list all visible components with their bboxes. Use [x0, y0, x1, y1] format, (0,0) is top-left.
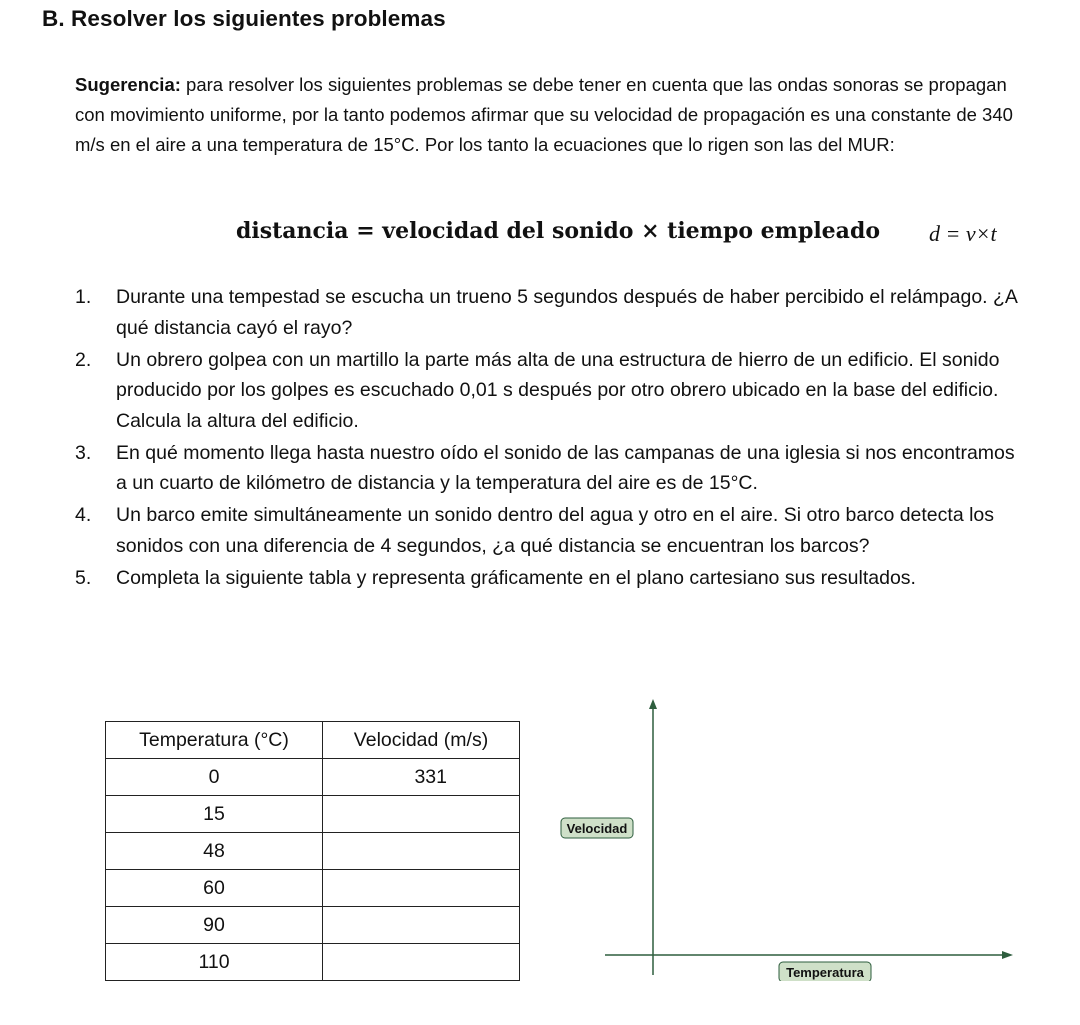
cell-velocity[interactable] [323, 796, 520, 833]
cell-temperature: 0 [106, 759, 323, 796]
problem-item [75, 500, 1030, 561]
problem-list [75, 282, 1030, 595]
hint-label: Sugerencia: [75, 74, 181, 95]
table-row [106, 796, 520, 833]
cell-velocity[interactable] [323, 944, 520, 981]
table-row [106, 759, 520, 796]
problem-item [75, 563, 1030, 594]
table-row [106, 944, 520, 981]
problem-number: 5. [75, 566, 92, 589]
table-row [106, 870, 520, 907]
cell-temperature: 15 [106, 796, 323, 833]
problem-number: 4. [75, 504, 92, 526]
formula-math: d = v×t [929, 221, 997, 246]
y-axis-arrow-icon [649, 699, 657, 709]
header-temperature: Temperatura (°C) [106, 722, 323, 759]
x-axis-arrow-icon [1002, 951, 1013, 959]
problem-text: En qué momento llega hasta nuestro oído el sonido de las campanas de una iglesia si nos encontramos a un cuarto de kilómetro de distancia y la temperatura del aire es de 15°C. [116, 441, 1015, 494]
cell-temperature: 90 [106, 907, 323, 944]
problem-text: Un barco emite simultáneamente un sonido dentro del agua y otro en el aire. Si otro barco detecta los sonidos con una diferencia de 4 segundos, ¿a qué distancia se encuentran los barcos? [116, 504, 995, 557]
formula-words: distancia = velocidad del sonido × tiempo empleado [236, 218, 880, 244]
table-row [106, 833, 520, 870]
problem-number: 1. [75, 286, 92, 308]
problem-number: 2. [75, 348, 92, 371]
cartesian-plane [545, 693, 1025, 993]
problem-item [75, 438, 1030, 499]
section-title: B. Resolver los siguientes problemas [42, 6, 446, 31]
cell-temperature: 110 [106, 944, 323, 981]
cell-velocity[interactable] [323, 907, 520, 944]
cell-velocity[interactable] [323, 870, 520, 907]
cell-velocity[interactable] [323, 833, 520, 870]
hint-paragraph [75, 70, 1035, 160]
cell-velocity[interactable]: 331 [323, 759, 520, 796]
y-axis-label: Velocidad [566, 821, 628, 836]
problem-text: Durante una tempestad se escucha un trueno 5 segundos después de haber percibido el relámpago. ¿A qué distancia cayó el rayo? [116, 286, 1017, 339]
problem-number: 3. [75, 441, 92, 464]
problem-item [75, 345, 1030, 437]
cell-temperature: 48 [106, 833, 323, 870]
temperature-velocity-table [105, 721, 520, 981]
hint-text: para resolver los siguientes problemas se debe tener en cuenta que las ondas sonoras se propagan con movimiento uniforme, por la tanto podemos afirmar que su velocidad de propagación es una constante de 340 m/s en el aire a una temperatura de 15°C. Por los tanto la ecuaciones que lo rigen son las del MUR: [75, 74, 1013, 155]
header-velocity: Velocidad (m/s) [323, 722, 520, 759]
x-axis-label: Temperatura [786, 965, 864, 980]
table-row [106, 907, 520, 944]
cell-temperature: 60 [106, 870, 323, 907]
problem-text: Un obrero golpea con un martillo la parte más alta de una estructura de hierro de un edificio. El sonido producido por los golpes es escuchado 0,01 s después por otro obrero ubicado en la base del edificio. Calcula la altura del edificio. [116, 348, 1000, 432]
graph-bottom-mask [545, 981, 1025, 993]
problem-text: Completa la siguiente tabla y representa gráficamente en el plano cartesiano sus resultados. [116, 566, 916, 589]
problem-item [75, 282, 1030, 343]
table-header-row [106, 722, 520, 759]
